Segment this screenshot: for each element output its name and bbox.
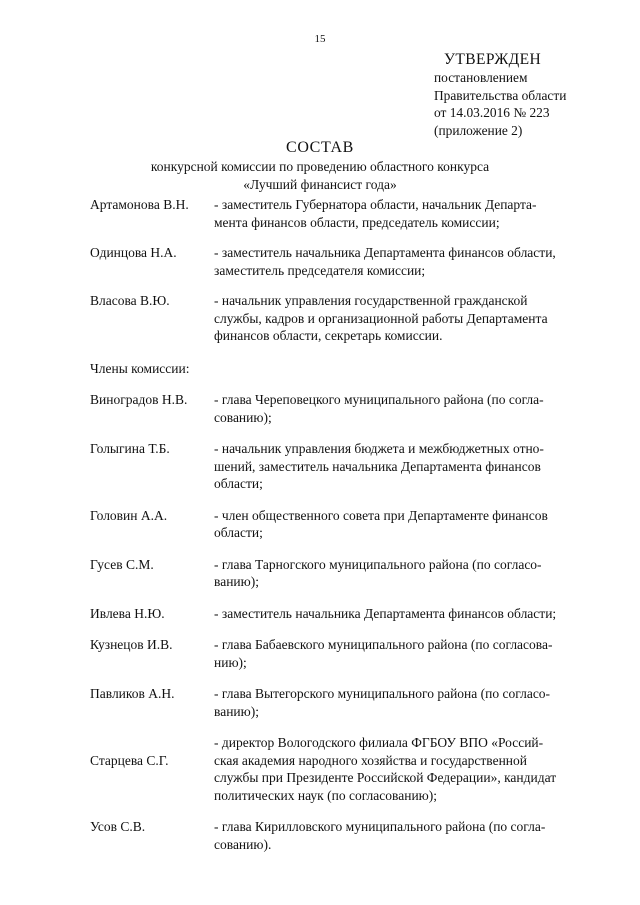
member-name: Артамонова В.Н. <box>90 197 189 212</box>
member-role <box>214 440 600 493</box>
role-line: области; <box>214 476 263 491</box>
role-line: ванию); <box>214 574 259 589</box>
role-line: ванию); <box>214 703 259 719</box>
member-role <box>214 556 600 591</box>
member-role <box>214 636 600 671</box>
role-line: - глава Вытегорского муниципального района (по согласо- <box>214 686 551 701</box>
role-line: политических наук (по согласованию); <box>214 787 437 803</box>
role-line: - глава Тарногского муниципального района (по согласо- <box>214 556 542 572</box>
member-name: Одинцова Н.А. <box>90 245 177 260</box>
commission-roster <box>90 196 600 853</box>
role-line: сованию); <box>214 409 272 425</box>
roster-entry <box>90 507 600 542</box>
member-name: Ивлева Н.Ю. <box>90 605 165 621</box>
role-line: мента финансов области, председатель комиссии; <box>214 214 500 230</box>
role-line: - член общественного совета при Департаменте финансов <box>214 507 548 523</box>
roster-entry <box>90 556 600 591</box>
role-line: - начальник управления бюджета и межбюджетных отно- <box>214 441 544 456</box>
member-role <box>214 507 600 542</box>
role-line: нию); <box>214 654 247 670</box>
role-line: области; <box>214 525 263 540</box>
roster-entry <box>90 685 600 720</box>
roster-entry <box>90 605 600 623</box>
approval-line: постановлением <box>434 70 528 85</box>
member-name: Виноградов Н.В. <box>90 392 188 407</box>
role-line: - директор Вологодского филиала ФГБОУ ВПО «Россий- <box>214 735 544 750</box>
member-name: Гусев С.М. <box>90 556 154 572</box>
heading-subtitle: конкурсной комиссии по проведению областного конкурса <box>150 159 490 174</box>
role-line: - заместитель начальника Департамента финансов области; <box>214 605 557 621</box>
role-line: - заместитель начальника Департамента финансов области, <box>214 245 556 260</box>
heading-title: СОСТАВ <box>286 139 354 156</box>
roster-entry <box>90 636 600 671</box>
member-name: Старцева С.Г. <box>90 753 169 768</box>
role-line: службы, кадров и организационной работы Департамента <box>214 310 548 326</box>
role-line: - глава Череповецкого муниципального района (по согла- <box>214 392 544 407</box>
approval-line: (приложение 2) <box>434 122 523 138</box>
member-role <box>214 391 600 426</box>
role-line: - заместитель Губернатора области, начальник Департа- <box>214 197 537 212</box>
role-line: шений, заместитель начальника Департамента финансов <box>214 458 541 474</box>
member-name: Кузнецов И.В. <box>90 637 173 652</box>
approval-line: от 14.03.2016 № 223 <box>434 105 550 120</box>
role-line: службы при Президенте Российской Федерации», кандидат <box>214 770 557 785</box>
members-heading: Члены комиссии: <box>90 360 190 376</box>
roster-entry <box>90 818 600 853</box>
role-line: ская академия народного хозяйства и государственной <box>214 752 527 768</box>
member-role <box>214 605 600 623</box>
roster-entry <box>90 440 600 493</box>
roster-entry <box>90 292 600 345</box>
roster-entry <box>90 244 600 279</box>
member-role <box>214 292 600 345</box>
member-name: Власова В.Ю. <box>90 293 170 308</box>
heading-subtitle: «Лучший финансист года» <box>243 176 397 192</box>
member-role <box>214 734 600 804</box>
member-role <box>214 196 600 231</box>
member-role <box>214 818 600 853</box>
approval-title: УТВЕРЖДЕН <box>444 51 542 68</box>
role-line: финансов области, секретарь комиссии. <box>214 328 443 343</box>
roster-entry <box>90 391 600 426</box>
role-line: заместитель председателя комиссии; <box>214 262 426 278</box>
approval-stamp <box>434 50 566 139</box>
role-line: - глава Бабаевского муниципального района (по согласова- <box>214 637 553 652</box>
page-number: 15 <box>314 33 326 45</box>
member-role <box>214 685 600 720</box>
member-role <box>214 244 600 279</box>
roster-entry <box>90 734 600 804</box>
document-heading <box>0 138 640 193</box>
member-name: Усов С.В. <box>90 819 146 834</box>
role-line: - глава Кирилловского муниципального района (по согла- <box>214 819 546 834</box>
member-name: Павликов А.Н. <box>90 686 175 701</box>
role-line: сованию). <box>214 836 272 852</box>
member-name: Голыгина Т.Б. <box>90 441 170 456</box>
approval-line: Правительства области <box>434 87 567 103</box>
member-name: Головин А.А. <box>90 507 168 523</box>
roster-entry <box>90 196 600 231</box>
role-line: - начальник управления государственной гражданской <box>214 293 528 308</box>
